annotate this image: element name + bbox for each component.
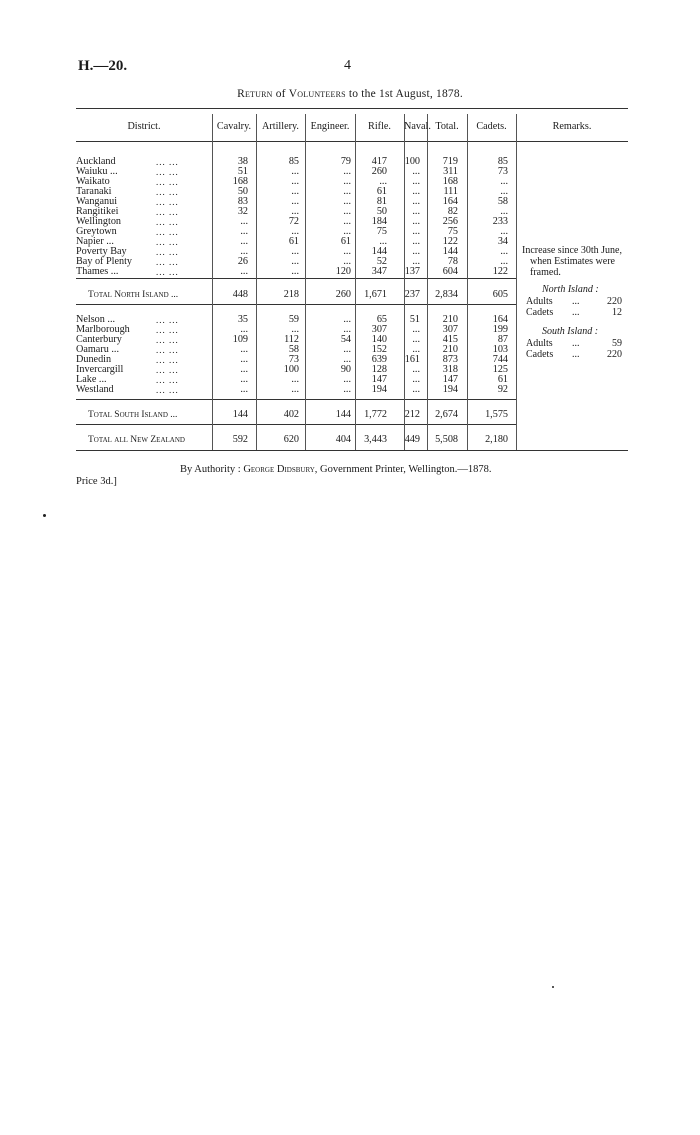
remark-dots: ...: [572, 307, 580, 318]
leader-dots: ... ...: [156, 207, 179, 217]
table-cell: ...: [412, 364, 420, 375]
table-cell: ...: [291, 166, 299, 177]
leader-dots: ... ...: [156, 187, 179, 197]
rule-south-total-bottom: [76, 424, 516, 425]
district-name: Westland: [76, 384, 114, 395]
document-reference: H.—20.: [78, 58, 128, 74]
district-name: Lake ...: [76, 374, 107, 385]
leader-dots: ... ...: [156, 247, 179, 257]
table-cell: 744: [492, 354, 508, 365]
district-name: Canterbury: [76, 334, 122, 345]
total-cell: 448: [232, 289, 248, 300]
table-cell: ...: [412, 216, 420, 227]
table-cell: ...: [343, 314, 351, 325]
table-cell: ...: [412, 196, 420, 207]
remark-line: Increase since 30th June,: [522, 245, 622, 256]
rule-nz-total-bottom: [76, 450, 628, 451]
total-cell: 5,508: [435, 434, 458, 445]
table-cell: 111: [443, 186, 458, 197]
leader-dots: ... ...: [156, 365, 179, 375]
remark-south-adults-value: 59: [612, 338, 622, 349]
column-divider: [516, 114, 517, 450]
table-cell: ...: [379, 176, 387, 187]
leader-dots: ... ...: [156, 227, 179, 237]
table-cell: 81: [376, 196, 387, 207]
table-cell: ...: [240, 266, 248, 277]
table-cell: 112: [284, 334, 299, 345]
table-cell: ...: [291, 246, 299, 257]
title-word-volunteers: Volunteers: [288, 88, 346, 100]
total-label: Total South Island ...: [88, 410, 178, 420]
table-cell: 103: [492, 344, 508, 355]
leader-dots: ... ...: [156, 315, 179, 325]
table-cell: 168: [232, 176, 248, 187]
column-header: Remarks.: [552, 121, 592, 132]
table-cell: 164: [442, 196, 458, 207]
district-name: Waikato: [76, 176, 110, 187]
table-cell: 184: [371, 216, 387, 227]
table-cell: 73: [288, 354, 299, 365]
total-cell: 404: [335, 434, 351, 445]
leader-dots: ... ...: [156, 385, 179, 395]
table-cell: 100: [404, 156, 420, 167]
table-cell: ...: [343, 186, 351, 197]
table-cell: 51: [237, 166, 248, 177]
table-cell: 307: [442, 324, 458, 335]
leader-dots: ... ...: [156, 237, 179, 247]
table-cell: ...: [412, 324, 420, 335]
rule-top: [76, 108, 628, 109]
district-name: Napier ...: [76, 236, 114, 247]
leader-dots: ... ...: [156, 167, 179, 177]
title-of: of: [275, 88, 286, 100]
table-cell: 50: [376, 206, 387, 217]
rule-north-total-top: [76, 278, 516, 279]
column-header: Rifle.: [368, 121, 391, 132]
table-cell: ...: [500, 226, 508, 237]
table-cell: 85: [288, 156, 299, 167]
leader-dots: ... ...: [156, 375, 179, 385]
remark-dots: ...: [572, 296, 580, 307]
total-cell: 2,180: [485, 434, 508, 445]
table-cell: ...: [291, 206, 299, 217]
table-cell: 92: [497, 384, 508, 395]
table-cell: ...: [291, 186, 299, 197]
authority-prefix: By Authority :: [180, 464, 241, 475]
table-cell: 256: [442, 216, 458, 227]
table-cell: 73: [497, 166, 508, 177]
table-cell: 194: [442, 384, 458, 395]
table-cell: ...: [240, 324, 248, 335]
total-cell: 2,834: [435, 289, 458, 300]
authority-rest: Government Printer, Wellington.—1878.: [320, 464, 492, 475]
total-cell: 144: [335, 409, 351, 420]
table-cell: 34: [497, 236, 508, 247]
table-cell: 82: [447, 206, 458, 217]
table-cell: 32: [237, 206, 248, 217]
table-cell: 144: [371, 246, 387, 257]
leader-dots: ... ...: [156, 217, 179, 227]
ink-speck: [43, 514, 46, 517]
table-cell: 639: [371, 354, 387, 365]
table-cell: 26: [237, 256, 248, 267]
column-divider: [256, 114, 257, 450]
table-cell: ...: [500, 176, 508, 187]
remark-south-cadets-label: Cadets: [526, 349, 554, 360]
volunteers-table: [76, 108, 628, 460]
table-cell: ...: [412, 226, 420, 237]
table-cell: 61: [288, 236, 299, 247]
table-cell: ...: [240, 226, 248, 237]
leader-dots: ... ...: [156, 345, 179, 355]
district-name: Waiuku ...: [76, 166, 118, 177]
table-cell: ...: [412, 256, 420, 267]
table-cell: ...: [500, 256, 508, 267]
table-cell: 417: [371, 156, 387, 167]
table-cell: ...: [343, 206, 351, 217]
table-cell: ...: [500, 206, 508, 217]
table-cell: 52: [376, 256, 387, 267]
table-cell: ...: [343, 344, 351, 355]
rule-north-total-bottom: [76, 304, 516, 305]
table-cell: 147: [442, 374, 458, 385]
table-cell: 51: [409, 314, 420, 325]
table-cell: ...: [343, 166, 351, 177]
table-cell: ...: [500, 186, 508, 197]
district-name: Thames ...: [76, 266, 119, 277]
rule-south-total-top: [76, 399, 516, 400]
table-cell: ...: [343, 246, 351, 257]
table-cell: ...: [343, 256, 351, 267]
total-cell: 212: [404, 409, 420, 420]
table-cell: 140: [371, 334, 387, 345]
district-name: Invercargill: [76, 364, 124, 375]
table-cell: 122: [492, 266, 508, 277]
column-header: Naval.: [404, 121, 431, 132]
table-cell: 318: [442, 364, 458, 375]
table-cell: ...: [291, 384, 299, 395]
table-cell: 83: [237, 196, 248, 207]
table-cell: ...: [291, 226, 299, 237]
table-cell: 199: [492, 324, 508, 335]
table-cell: 78: [447, 256, 458, 267]
column-divider: [305, 114, 306, 450]
table-cell: 144: [442, 246, 458, 257]
title-word-return: Return: [237, 88, 273, 100]
table-cell: ...: [240, 216, 248, 227]
table-cell: 58: [288, 344, 299, 355]
price-note: Price 3d.]: [76, 476, 117, 487]
district-name: Rangitikei: [76, 206, 119, 217]
table-cell: ...: [291, 324, 299, 335]
table-cell: 152: [371, 344, 387, 355]
remark-north-cadets-value: 12: [612, 307, 622, 318]
table-cell: ...: [343, 354, 351, 365]
table-cell: 90: [340, 364, 351, 375]
table-cell: 719: [442, 156, 458, 167]
remark-line: when Estimates were: [530, 256, 615, 267]
table-cell: 61: [340, 236, 351, 247]
table-cell: ...: [412, 236, 420, 247]
leader-dots: ... ...: [156, 257, 179, 267]
table-cell: 109: [232, 334, 248, 345]
remark-line: framed.: [530, 267, 561, 278]
table-cell: 347: [371, 266, 387, 277]
table-cell: ...: [379, 236, 387, 247]
table-cell: 307: [371, 324, 387, 335]
leader-dots: ... ...: [156, 325, 179, 335]
table-cell: ...: [343, 374, 351, 385]
total-cell: 1,575: [485, 409, 508, 420]
title-rest: to the 1st August, 1878.: [348, 88, 463, 100]
total-cell: 237: [404, 289, 420, 300]
table-cell: 122: [442, 236, 458, 247]
table-cell: 604: [442, 266, 458, 277]
district-name: Bay of Plenty: [76, 256, 133, 267]
table-cell: ...: [240, 236, 248, 247]
table-cell: 38: [237, 156, 248, 167]
total-cell: 592: [232, 434, 248, 445]
table-cell: 137: [404, 266, 420, 277]
table-cell: ...: [240, 344, 248, 355]
total-cell: 144: [232, 409, 248, 420]
table-cell: 100: [283, 364, 299, 375]
table-cell: 415: [442, 334, 458, 345]
leader-dots: ... ...: [156, 177, 179, 187]
total-cell: 1,671: [364, 289, 387, 300]
table-cell: 35: [237, 314, 248, 325]
table-cell: ...: [500, 246, 508, 257]
leader-dots: ... ...: [156, 355, 179, 365]
leader-dots: ... ...: [156, 335, 179, 345]
district-name: Poverty Bay: [76, 246, 127, 257]
remark-north-adults-value: 220: [607, 296, 622, 307]
table-cell: 168: [442, 176, 458, 187]
table-cell: 210: [442, 314, 458, 325]
ink-speck: [552, 986, 554, 988]
district-name: Auckland: [76, 156, 116, 167]
table-title: [0, 88, 700, 100]
column-header: Cavalry.: [216, 121, 252, 132]
district-name: Oamaru ...: [76, 344, 119, 355]
table-cell: ...: [291, 266, 299, 277]
table-cell: ...: [412, 176, 420, 187]
table-cell: 50: [237, 186, 248, 197]
table-cell: ...: [240, 246, 248, 257]
table-cell: 164: [492, 314, 508, 325]
table-cell: 59: [288, 314, 299, 325]
total-cell: 1,772: [364, 409, 387, 420]
table-cell: 194: [371, 384, 387, 395]
table-cell: 87: [497, 334, 508, 345]
remark-south-adults-label: Adults: [526, 338, 553, 349]
table-cell: 233: [492, 216, 508, 227]
table-cell: ...: [291, 176, 299, 187]
district-name: Marlborough: [76, 324, 130, 335]
table-cell: 58: [497, 196, 508, 207]
table-cell: ...: [343, 216, 351, 227]
table-cell: 61: [497, 374, 508, 385]
table-cell: ...: [343, 176, 351, 187]
district-name: Wellington: [76, 216, 122, 227]
table-cell: 54: [340, 334, 351, 345]
authority-printer: George Didsbury,: [243, 464, 318, 475]
table-cell: ...: [291, 196, 299, 207]
column-header: Total.: [435, 121, 459, 132]
table-cell: 61: [376, 186, 387, 197]
total-cell: 620: [283, 434, 299, 445]
column-header: Artillery.: [262, 121, 299, 132]
rule-header-bottom: [76, 141, 628, 142]
total-cell: 218: [283, 289, 299, 300]
remark-north-cadets-label: Cadets: [526, 307, 554, 318]
table-cell: 75: [376, 226, 387, 237]
table-cell: 161: [404, 354, 420, 365]
leader-dots: ... ...: [156, 197, 179, 207]
table-cell: ...: [240, 354, 248, 365]
table-cell: 120: [335, 266, 351, 277]
total-cell: 449: [404, 434, 420, 445]
district-name: Taranaki: [76, 186, 112, 197]
table-cell: 75: [447, 226, 458, 237]
remark-dots: ...: [572, 349, 580, 360]
total-cell: 2,674: [435, 409, 458, 420]
total-cell: 605: [492, 289, 508, 300]
total-cell: 402: [283, 409, 299, 420]
table-cell: ...: [412, 186, 420, 197]
district-name: Nelson ...: [76, 314, 116, 325]
table-cell: ...: [343, 196, 351, 207]
table-cell: ...: [412, 344, 420, 355]
table-cell: ...: [343, 324, 351, 335]
table-cell: 210: [442, 344, 458, 355]
table-cell: ...: [412, 374, 420, 385]
district-name: Wanganui: [76, 196, 118, 207]
table-cell: ...: [291, 374, 299, 385]
table-cell: ...: [412, 384, 420, 395]
total-label: Total all New Zealand: [88, 435, 185, 445]
table-cell: ...: [412, 166, 420, 177]
district-name: Greytown: [76, 226, 117, 237]
table-cell: 72: [288, 216, 299, 227]
remark-south-heading: South Island :: [542, 326, 599, 337]
remark-north-heading: North Island :: [542, 284, 599, 295]
total-cell: 3,443: [364, 434, 387, 445]
table-cell: ...: [240, 384, 248, 395]
table-cell: 128: [371, 364, 387, 375]
authority-line: [180, 464, 492, 475]
column-header: District.: [127, 121, 161, 132]
remark-south-cadets-value: 220: [607, 349, 622, 360]
table-cell: ...: [240, 364, 248, 375]
table-cell: 125: [492, 364, 508, 375]
table-cell: ...: [240, 374, 248, 385]
district-name: Dunedin: [76, 354, 112, 365]
table-cell: ...: [343, 384, 351, 395]
table-cell: 260: [371, 166, 387, 177]
table-cell: ...: [412, 334, 420, 345]
table-cell: ...: [412, 206, 420, 217]
column-header: Cadets.: [476, 121, 507, 132]
table-cell: ...: [412, 246, 420, 257]
table-cell: ...: [291, 256, 299, 267]
total-cell: 260: [335, 289, 351, 300]
table-cell: ...: [343, 226, 351, 237]
remark-north-adults-label: Adults: [526, 296, 553, 307]
table-cell: 147: [371, 374, 387, 385]
leader-dots: ... ...: [156, 157, 179, 167]
table-cell: 79: [340, 156, 351, 167]
table-cell: 311: [443, 166, 458, 177]
table-cell: 65: [376, 314, 387, 325]
page-number: 4: [344, 58, 351, 73]
table-cell: 873: [442, 354, 458, 365]
table-cell: 85: [497, 156, 508, 167]
column-header: Engineer.: [310, 121, 350, 132]
total-label: Total North Island ...: [88, 290, 179, 300]
remark-dots: ...: [572, 338, 580, 349]
leader-dots: ... ...: [156, 267, 179, 277]
